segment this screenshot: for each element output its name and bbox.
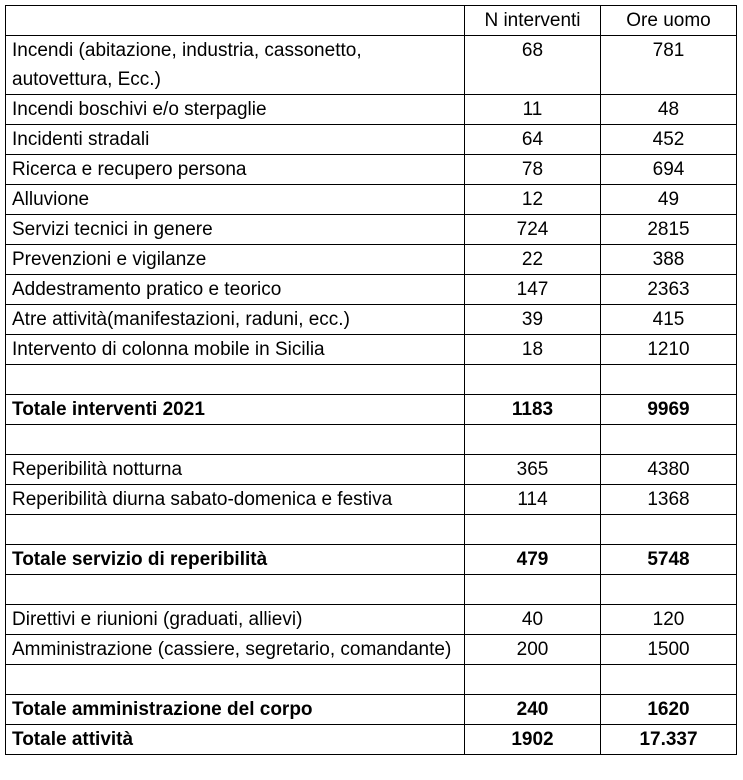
header-cell-n-interventi: N interventi [465,6,601,36]
row-ore-uomo-cell: 1210 [601,335,737,365]
row-ore-uomo-cell: 48 [601,95,737,125]
table-row [6,155,737,185]
row-label-cell: Amministrazione (cassiere, segretario, comandante) [6,635,465,665]
table-row [6,335,737,365]
table-body [6,6,737,755]
table-row [6,215,737,245]
row-ore-uomo-cell [601,665,737,695]
row-label-cell [6,515,465,545]
row-n-interventi-cell: 479 [465,545,601,575]
header-cell-ore-uomo: Ore uomo [601,6,737,36]
table-total-row [6,725,737,755]
row-n-interventi-cell: 240 [465,695,601,725]
row-n-interventi-cell: 12 [465,185,601,215]
table-spacer-row [6,665,737,695]
row-n-interventi-cell: 64 [465,125,601,155]
row-n-interventi-cell: 1902 [465,725,601,755]
row-ore-uomo-cell: 1368 [601,485,737,515]
row-n-interventi-cell: 40 [465,605,601,635]
row-n-interventi-cell [465,365,601,395]
table-total-row [6,695,737,725]
table-row [6,36,737,95]
row-ore-uomo-cell: 2815 [601,215,737,245]
row-n-interventi-cell: 1183 [465,395,601,425]
table-row [6,305,737,335]
row-label-cell: Addestramento pratico e teorico [6,275,465,305]
row-label-cell: Totale servizio di reperibilità [6,545,465,575]
row-ore-uomo-cell [601,575,737,605]
table-row [6,125,737,155]
row-label-cell: Incendi (abitazione, industria, cassonetto, autovettura, Ecc.) [6,36,465,95]
table-row [6,95,737,125]
row-ore-uomo-cell: 2363 [601,275,737,305]
row-ore-uomo-cell: 388 [601,245,737,275]
row-label-cell: Servizi tecnici in genere [6,215,465,245]
table-row [6,485,737,515]
row-n-interventi-cell [465,665,601,695]
row-label-cell: Totale amministrazione del corpo [6,695,465,725]
row-ore-uomo-cell: 49 [601,185,737,215]
table-total-row [6,395,737,425]
row-ore-uomo-cell: 9969 [601,395,737,425]
row-label-cell: Reperibilità diurna sabato-domenica e festiva [6,485,465,515]
row-n-interventi-cell: 114 [465,485,601,515]
header-cell-label [6,6,465,36]
activity-table [5,5,737,755]
row-label-cell: Atre attività(manifestazioni, raduni, ecc.) [6,305,465,335]
row-n-interventi-cell: 18 [465,335,601,365]
row-ore-uomo-cell: 694 [601,155,737,185]
row-ore-uomo-cell [601,425,737,455]
row-n-interventi-cell: 78 [465,155,601,185]
table-spacer-row [6,515,737,545]
row-ore-uomo-cell: 17.337 [601,725,737,755]
row-label-cell: Alluvione [6,185,465,215]
row-n-interventi-cell: 39 [465,305,601,335]
table-row [6,245,737,275]
table-row [6,605,737,635]
row-label-cell: Ricerca e recupero persona [6,155,465,185]
row-label-cell [6,665,465,695]
row-label-cell: Totale interventi 2021 [6,395,465,425]
table-spacer-row [6,575,737,605]
row-n-interventi-cell: 11 [465,95,601,125]
row-label-cell: Totale attività [6,725,465,755]
row-label-cell [6,425,465,455]
row-label-cell: Direttivi e riunioni (graduati, allievi) [6,605,465,635]
row-n-interventi-cell: 147 [465,275,601,305]
row-ore-uomo-cell: 1500 [601,635,737,665]
row-n-interventi-cell: 724 [465,215,601,245]
row-ore-uomo-cell: 415 [601,305,737,335]
row-label-cell: Incendi boschivi e/o sterpaglie [6,95,465,125]
row-label-cell: Reperibilità notturna [6,455,465,485]
row-ore-uomo-cell: 452 [601,125,737,155]
table-row [6,455,737,485]
row-ore-uomo-cell: 120 [601,605,737,635]
row-label-cell: Incidenti stradali [6,125,465,155]
row-label-cell: Prevenzioni e vigilanze [6,245,465,275]
row-ore-uomo-cell: 5748 [601,545,737,575]
row-ore-uomo-cell: 781 [601,36,737,95]
row-n-interventi-cell: 68 [465,36,601,95]
row-label-cell [6,575,465,605]
table-row [6,275,737,305]
table-row [6,185,737,215]
table-spacer-row [6,425,737,455]
row-n-interventi-cell [465,515,601,545]
table-total-row [6,545,737,575]
row-n-interventi-cell [465,575,601,605]
row-ore-uomo-cell: 1620 [601,695,737,725]
table-spacer-row [6,365,737,395]
table-row [6,635,737,665]
row-n-interventi-cell: 22 [465,245,601,275]
row-label-cell: Intervento di colonna mobile in Sicilia [6,335,465,365]
row-n-interventi-cell [465,425,601,455]
row-ore-uomo-cell [601,365,737,395]
row-ore-uomo-cell [601,515,737,545]
table-header-row [6,6,737,36]
row-ore-uomo-cell: 4380 [601,455,737,485]
row-n-interventi-cell: 365 [465,455,601,485]
row-label-cell [6,365,465,395]
row-n-interventi-cell: 200 [465,635,601,665]
